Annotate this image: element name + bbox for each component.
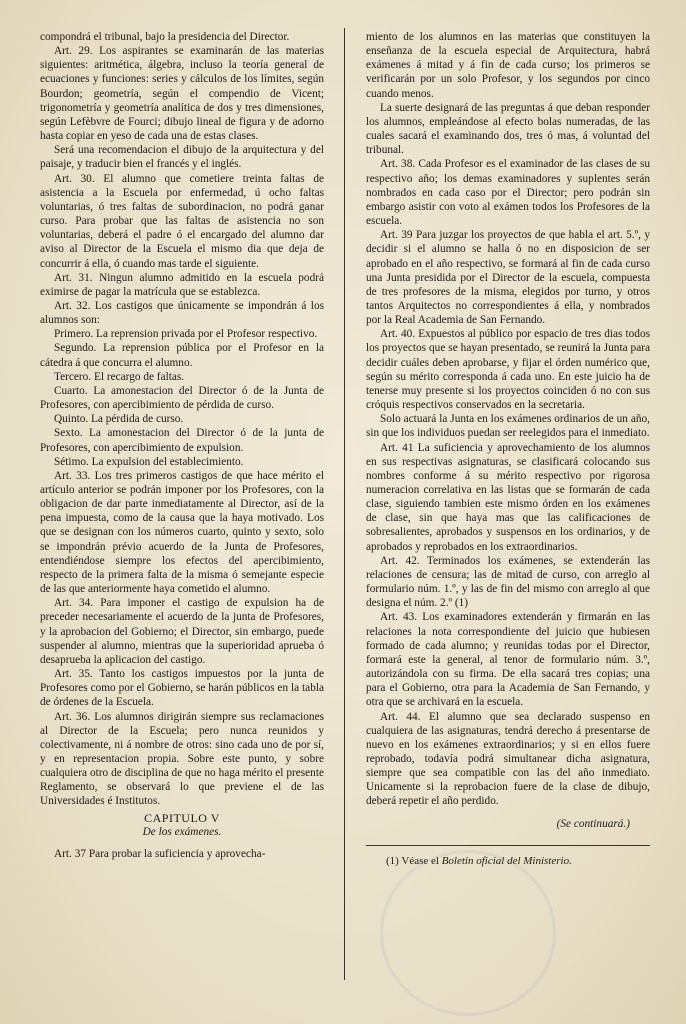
paragraph: Art. 42. Terminados los exámenes, se extenderán las relaciones de censura; las de mitad de curso, con arreglo al formulario núm. 1.º, y las de fin del mismo con arreglo al que designa el núm. 2.º (1) [366, 554, 650, 610]
footnote-source: Boletin oficial del Ministerio. [441, 854, 572, 867]
right-column [366, 30, 650, 868]
paragraph: Tercero. El recargo de faltas. [54, 370, 185, 383]
paragraph: miento de los alumnos en las materias que constituyen la enseñanza de la escuela especial de Arquitectura, habrá exámenes á mitad y á fin de cada curso; los primeros se verificarán por un solo Profesor, y los segundos por cinco cuando menos. [366, 31, 650, 100]
paragraph: Art. 41 La suficiencia y aprovechamiento de los alumnos en sus respectivas asignaturas, se clasificará colocando sus nombres conforme á su mérito respectivo por rigorosa numeracion correlativa en las listas que se formarán de cada clase, siguiendo tambien este mismo órden en los exámenes de clase, sin que haya mas que las calificaciones de sobresalientes, aprobados y suspensos en los ordinarios, y de aprobados y reprobados en los extraordinarios. [366, 441, 650, 553]
paragraph: Segundo. La reprension pública por el Profesor en la cátedra á que concurra el alumno. [40, 342, 324, 369]
paragraph: Art. 32. Los castigos que únicamente se impondrán á los alumnos son: [40, 299, 324, 327]
library-stamp-watermark [380, 850, 556, 1016]
paragraph: Art. 29. Los aspirantes se examinarán de las materias siguientes: aritmética, álgebra, incluso la teoría general de ecuaciones y funciones: series y cálculos de los límites, según Bourdon; geometría, según el compendio de Vicent; trigonometría y geometría analítica de dos y tres dimensiones, según Lefèbvre de Fourci; dibujo lineal de figura y de adorno hasta copiar en yeso de cada una de estas clases. [40, 45, 324, 143]
paragraph: Solo actuará la Junta en los exámenes ordinarios de un año, sin que los individuos puedan ser reelegidos para el inmediato. [366, 413, 650, 440]
chapter-heading: CAPITULO V [144, 810, 220, 825]
paragraph: Art. 33. Los tres primeros castigos de que hace mérito el artículo anterior se podrán imponer por los Profesores, con la obligacion de dar parte inmediatamente al Director, así de la pena impuesta, como de la causa que la haya motivado. Los que se designan con los números cuarto, quinto y sexto, solo se impondrán prévio acuerdo de la Junta de Profesores, entendiéndose siempre los efectos del apercibimiento, respecto de la primera falta de la misma ó semejante especie de las que anteriormente haya cometido el alumno. [40, 469, 324, 596]
left-paragraphs [40, 30, 324, 809]
paragraph: Cuarto. La amonestacion del Director ó de la Junta de Profesores, con apercibimiento de pérdida de curso. [40, 384, 324, 412]
paragraph: Será una recomendacion el dibujo de la arquitectura y del paisaje, y traducir bien el francés y el inglés. [40, 144, 324, 171]
paragraph: Art. 35. Tanto los castigos impuestos por la junta de Profesores como por el Gobierno, se harán públicos en la tabla de órdenes de la Escuela. [40, 668, 324, 709]
paragraph: Sexto. La amonestacion del Director ó de la junta de Profesores, con apercibimiento de expulsion. [40, 427, 324, 454]
paragraph: Art. 44. El alumno que sea declarado suspenso en cualquiera de las asignaturas, tendrá derecho á presentarse de nuevo en los exámenes extraordinarios; y si en ellos fuere reprobado, todavía podrá simultanear dicha asignatura, siempre que sea compatible con las del año inmediato. Unicamente si la reprobacion fuere de la clase de dibujo, deberá repetir el año perdido. [366, 710, 650, 808]
paragraph: Art. 38. Cada Profesor es el examinador de las clases de su respectivo año; los demas examinadores y suplentes serán nombrados en cada caso por el Director; pero podrán sin embargo asistir con voto al exámen todos los Profesores de la escuela. [366, 158, 650, 228]
paragraph: Art. 30. El alumno que cometiere treinta faltas de asistencia a la Escuela por enfermedad, ú ocho faltas voluntarias, ó tres faltas de subordinacion, no podrá ganar curso. Para probar que las faltas de asistencia no son voluntarias, deberá el padre ó el encargado del alumno dar aviso al Director de la Escuela el mismo dia que deja de concurrir á ella, ó cuando mas tarde el siguiente. [40, 172, 324, 270]
paragraph: Art. 31. Ningun alumno admitido en la escuela podrá eximirse de pagar la matrícula que se establezca. [40, 271, 324, 298]
paragraph: Quinto. La pérdida de curso. [54, 413, 184, 426]
right-paragraphs [366, 30, 650, 809]
chapter-subheading: De los exámenes. [142, 825, 222, 838]
paragraph: La suerte designará de las preguntas á que deban responder los alumnos, empleándose al efecto bolas numeradas, de las cuales sacará el examinando dos, tres ó mas, á voluntad del tribunal. [366, 101, 650, 157]
paragraph: Primero. La reprension privada por el Profesor respectivo. [54, 328, 318, 341]
left-column [40, 30, 324, 861]
paragraph: Art. 40. Expuestos al público por espacio de tres dias todos los proyectos que se hayan presentado, se reunirá la Junta para decidir cuáles deben aprobarse, y fijar el órden numérico que, según su mérito corresponda á cada uno. En este juicio ha de tenerse muy presente si los proyectos coinciden ó no con sus cróquis respectivos conservados en la secretaria. [366, 328, 650, 412]
footnote-divider [366, 845, 650, 846]
article-37-start: Art. 37 Para probar la suficiencia y aprovecha- [54, 847, 266, 860]
footnote-prefix: (1) Véase el [386, 854, 442, 867]
continued-note: (Se continuará.) [556, 817, 630, 830]
paragraph: Art. 34. Para imponer el castigo de expulsion ha de preceder necesariamente el acuerdo de la junta de Profesores, y la aprobacion del Gobierno; el Director, sin embargo, puede suspender al alumno, mientras que la superioridad aprueba ó desaprueba la aplicacion del castigo. [40, 597, 324, 666]
paragraph: Art. 39 Para juzgar los proyectos de que habla el art. 5.º, y decidir si el alumno se halla ó no en disposicion de ser aprobado en el año respectivo, se formará al fin de cada curso una Junta presidida por el Director de la escuela, compuesta de tres profesores de la misma, elegidos por turno, y otros tantos Arquitectos no correspondientes á ella, y nombrados por la Real Academia de San Fernando. [366, 229, 650, 327]
paragraph: Art. 43. Los examinadores extenderán y firmarán en las relaciones la nota correspondiente del juicio que hubiesen formado de cada alumno; y reunidas todas por el Director, formará este la general, al tenor de formulario núm. 3.º, autorizándola con su firma. De ella sacará tres copias; una para el Gobierno, otra para la Academia de San Fernando, y otra que se archivará en la escuela. [366, 611, 650, 709]
paragraph: Art. 36. Los alumnos dirigirán siempre sus reclamaciones al Director de la Escuela; pero nunca reunidos y colectivamente, ni á nombre de otros: sino cada uno de por sí, y en representacion propia. Sobre este punto, y sobre cualquiera otro de disciplina de que no haga mérito el presente Reglamento, se observará lo que previene el de las Universidades é Institutos. [40, 710, 324, 808]
paragraph: Sétimo. La expulsion del establecimiento. [54, 455, 244, 468]
column-divider [344, 28, 345, 980]
paragraph: compondrá el tribunal, bajo la presidencia del Director. [40, 31, 290, 43]
